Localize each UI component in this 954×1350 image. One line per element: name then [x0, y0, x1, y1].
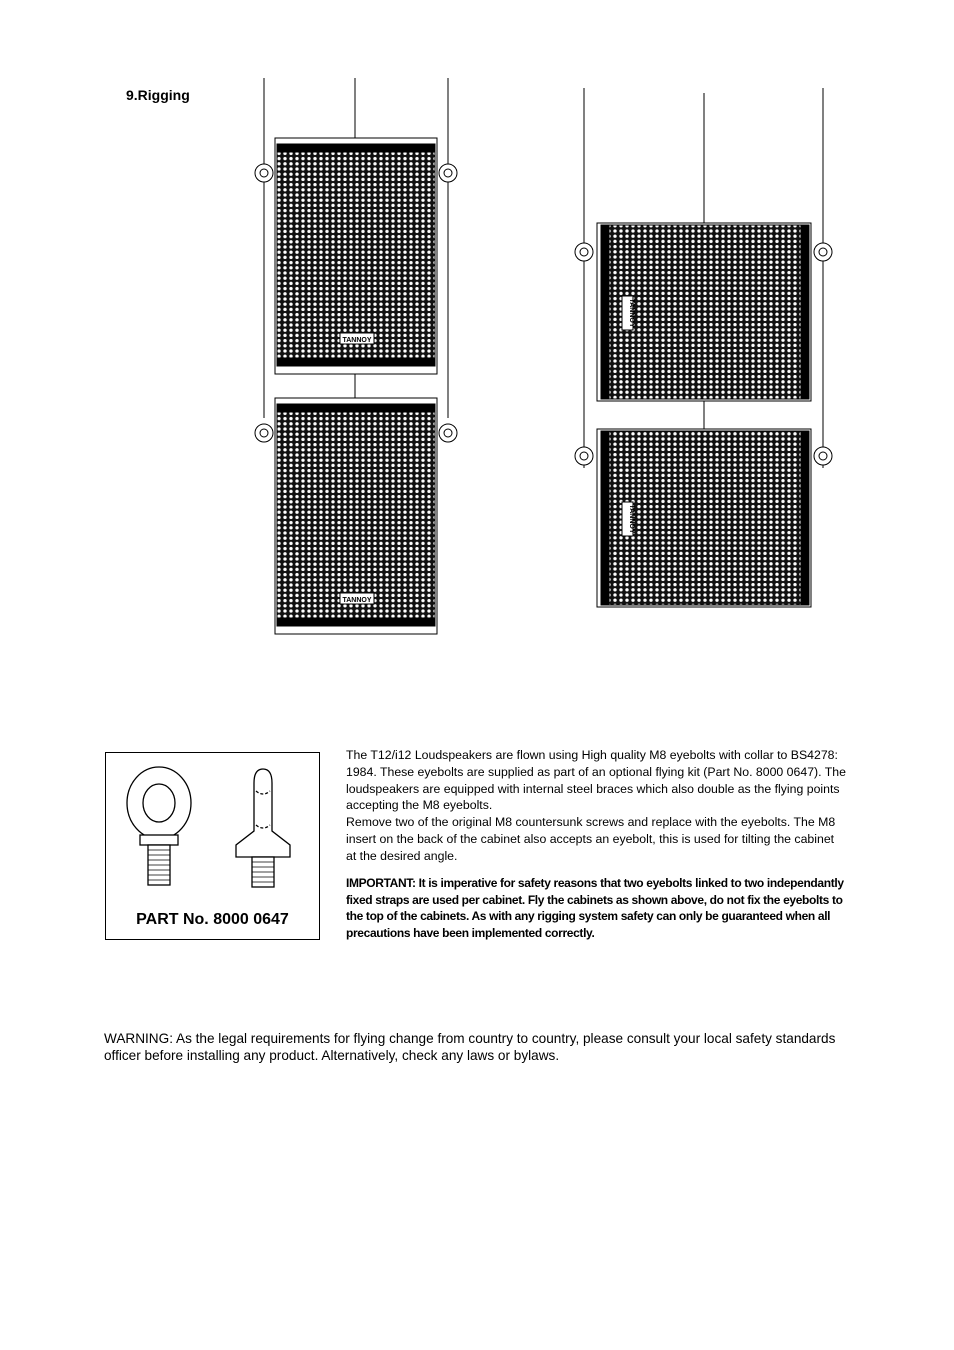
part-number-label: PART No. 8000 0647 — [136, 911, 289, 928]
brand-badge-h-top: TANNOY — [628, 298, 635, 328]
description-paragraph-2: Remove two of the original M8 countersunk screws and replace with the eyebolts. The M8 insert on the back of the cabinet also accepts an eyebolt, this is used for tilting the cabinet at the desired angle. — [346, 815, 836, 863]
part-box — [105, 752, 320, 940]
eyebolt-illustration — [106, 753, 319, 903]
warning-notice: WARNING: As the legal requirements for flying change from country to country, please consult your local safety standards officer before installing any product. Alternatively, check any laws or bylaws. — [104, 1031, 836, 1063]
brand-badge-top: TANNOY — [342, 337, 372, 344]
brand-badge-h-bottom: TANNOY — [628, 504, 635, 534]
description — [346, 747, 846, 865]
horizontal-rigging-diagram — [570, 88, 840, 613]
vertical-rigging-diagram — [240, 78, 480, 638]
description-paragraph-1: The T12/i12 Loudspeakers are flown using High quality M8 eyebolts with collar to BS4278: 1984. These eyebolts are supplied as part of an optional flying kit (Part No. 8000 0647). The loudspeakers are equipped with internal steel braces which also double as the flying points accepting the M8 eyebolts. — [346, 748, 846, 813]
brand-badge-bottom: TANNOY — [342, 597, 372, 604]
important-notice: IMPORTANT: It is imperative for safety reasons that two eyebolts linked to two independantly fixed straps are used per cabinet. Fly the cabinets as shown above, do not fix the eyebolts to the top of the cabinets. As with any rigging system safety can only be guaranteed when all precautions have been implemented correctly. — [346, 876, 844, 940]
section-title: 9.Rigging — [126, 87, 190, 103]
